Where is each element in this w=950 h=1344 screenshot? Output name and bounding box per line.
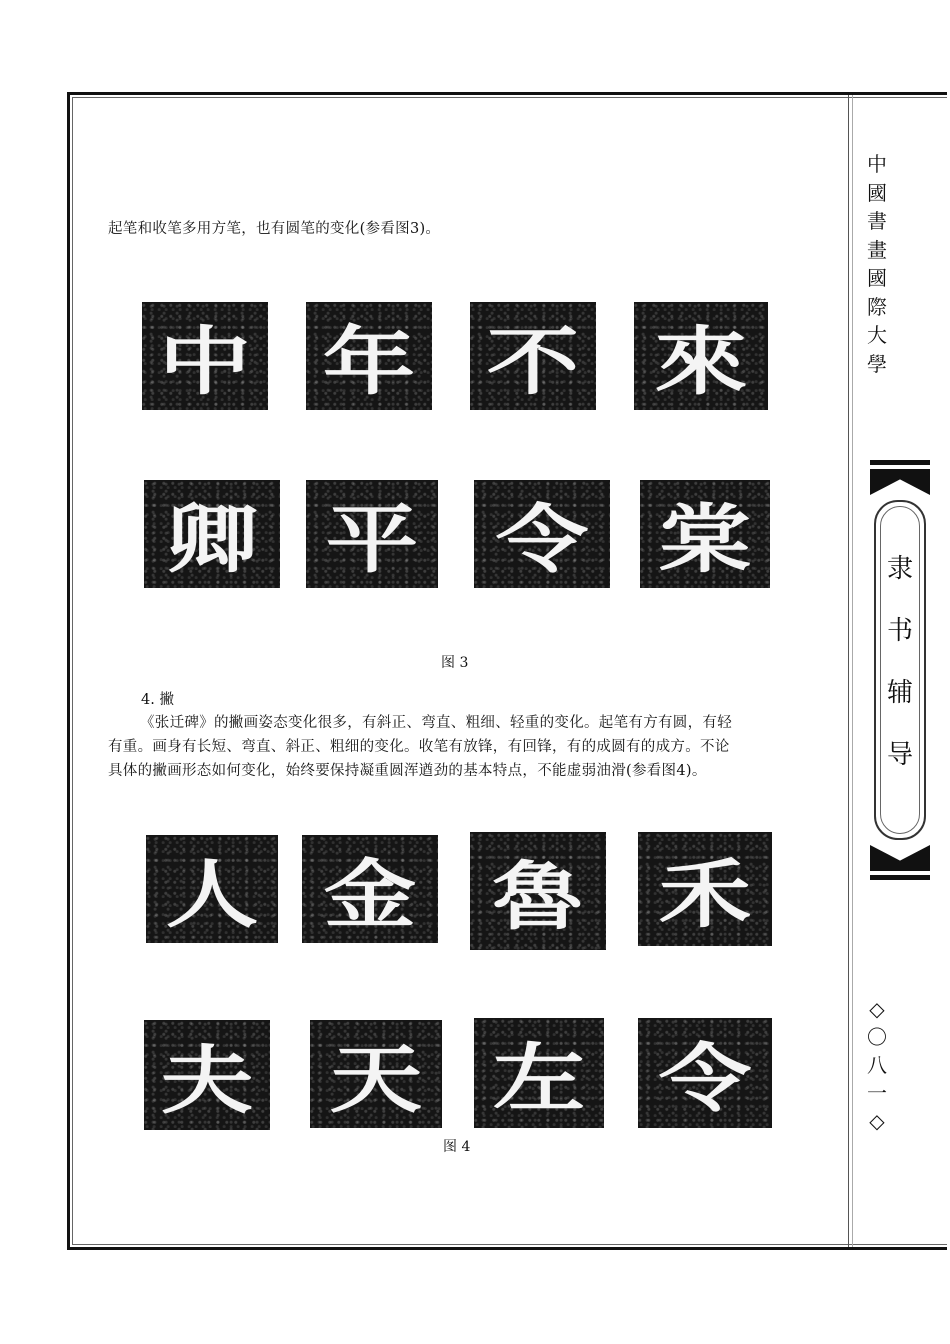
section-paragraph xyxy=(108,711,828,783)
intro-line: 起笔和收笔多用方笔，也有圆笔的变化(参看图3)。 xyxy=(108,221,441,237)
figure3-caption: 图 3 xyxy=(441,655,469,671)
rubbing-tile xyxy=(470,832,606,950)
rubbing-char: 人 xyxy=(165,852,259,938)
paragraph-line: 具体的撇画形态如何变化，始终要保持凝重圆浑遒劲的基本特点，不能虚弱油滑(参看图4)。 xyxy=(108,763,707,779)
rubbing-char: 不 xyxy=(486,319,580,405)
rubbing-char: 禾 xyxy=(658,852,752,938)
rubbing-char: 令 xyxy=(495,497,589,583)
paragraph-line: 有重。画身有长短、弯直、斜正、粗细的变化。收笔有放锋，有回锋，有的成圆有的成方。不论 xyxy=(108,739,730,755)
rubbing-tile xyxy=(144,480,280,588)
series-char: 中 xyxy=(867,152,887,176)
book-title-plaque xyxy=(870,460,930,880)
series-char: 國 xyxy=(867,180,887,205)
series-char: 大 xyxy=(867,323,887,347)
rubbing-tile xyxy=(638,1018,772,1128)
rubbing-tile xyxy=(470,302,596,410)
paragraph-line: 《张迁碑》的撇画姿态变化很多，有斜正、弯直、粗细、轻重的变化。起笔有方有圆，有轻 xyxy=(140,715,732,731)
page-number-digit: 八 xyxy=(867,1053,887,1077)
page-number-ornament: ◇ xyxy=(869,1109,885,1133)
page-number-ornament: ◇ xyxy=(869,997,885,1021)
rubbing-tile xyxy=(634,302,768,410)
plaque-top-ribbon xyxy=(870,469,930,495)
margin-divider xyxy=(848,95,849,1247)
series-char: 國 xyxy=(867,266,887,290)
rubbing-char: 夫 xyxy=(160,1038,254,1124)
rubbing-tile xyxy=(306,480,438,588)
rubbing-tile xyxy=(306,302,432,410)
rubbing-tile xyxy=(474,1018,604,1128)
book-title-char: 隶 xyxy=(886,554,913,584)
page-number xyxy=(862,995,892,1135)
plaque-top-bar xyxy=(870,460,930,465)
plaque-bottom-ribbon xyxy=(870,845,930,871)
page-number-digit: 〇 xyxy=(867,1025,887,1049)
rubbing-char: 年 xyxy=(322,319,416,405)
rubbing-tile xyxy=(474,480,610,588)
rubbing-char: 金 xyxy=(323,852,417,938)
rubbing-tile xyxy=(142,302,268,410)
book-title xyxy=(870,548,930,796)
series-char: 際 xyxy=(867,294,887,319)
rubbing-char: 左 xyxy=(492,1036,586,1122)
series-title xyxy=(862,150,892,378)
rubbing-tile xyxy=(640,480,770,588)
rubbing-tile xyxy=(638,832,772,946)
rubbing-tile xyxy=(302,835,438,943)
rubbing-tile xyxy=(310,1020,442,1128)
rubbing-char: 棠 xyxy=(658,497,752,583)
page-number-digit: 一 xyxy=(867,1081,887,1105)
section-heading: 4. 撇 xyxy=(141,692,174,708)
rubbing-char: 令 xyxy=(658,1036,752,1122)
rubbing-tile xyxy=(144,1020,270,1130)
plaque-bottom-bar xyxy=(870,875,930,880)
book-title-char: 辅 xyxy=(886,678,913,708)
series-char: 書 xyxy=(867,209,887,233)
series-char: 學 xyxy=(867,351,887,376)
figure4-caption: 图 4 xyxy=(443,1139,471,1155)
rubbing-char: 魯 xyxy=(491,854,585,940)
book-title-char: 导 xyxy=(886,740,913,770)
rubbing-char: 中 xyxy=(158,319,252,405)
rubbing-char: 卿 xyxy=(165,497,259,583)
rubbing-char: 平 xyxy=(325,497,419,583)
rubbing-char: 來 xyxy=(654,319,748,405)
rubbing-tile xyxy=(146,835,278,943)
book-title-char: 书 xyxy=(886,616,913,646)
margin-divider-thin xyxy=(852,95,853,1247)
series-char: 畫 xyxy=(867,237,887,262)
rubbing-char: 天 xyxy=(329,1037,423,1123)
